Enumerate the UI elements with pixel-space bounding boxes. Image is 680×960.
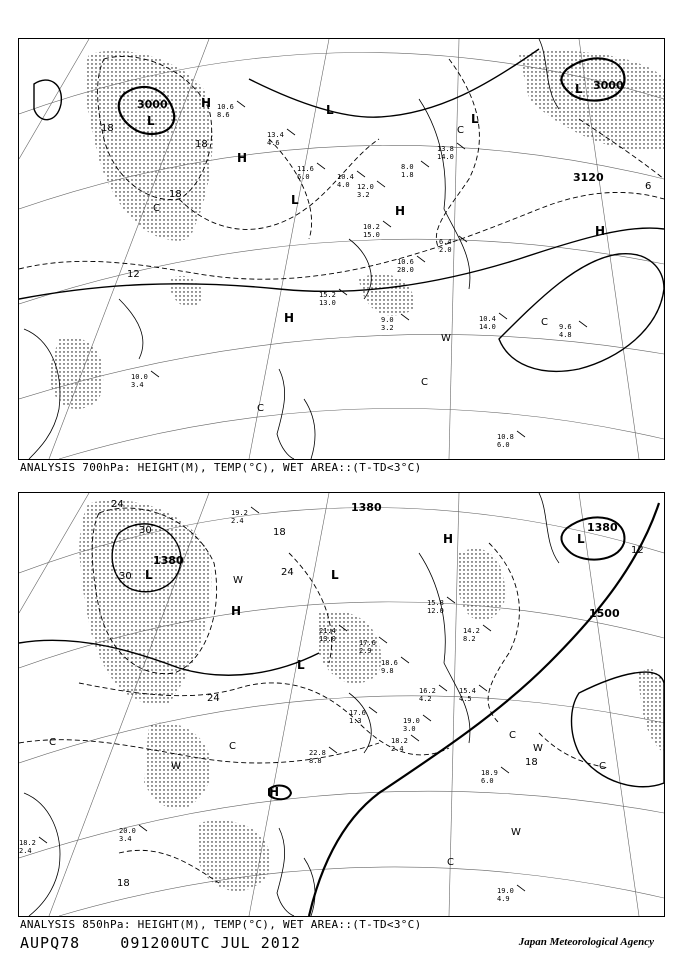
station-plot: [217, 101, 245, 119]
center-marker: H: [201, 96, 212, 110]
station-plot: [463, 625, 491, 643]
wind-barb: [447, 597, 455, 603]
wind-barb: [339, 289, 347, 295]
center-marker: C: [153, 203, 160, 214]
station-plot: [119, 825, 147, 843]
wind-barb: [39, 837, 47, 843]
map-panel-700hpa: [18, 38, 665, 460]
station-temp: 9.0: [381, 316, 394, 324]
temp-label: 6: [645, 181, 652, 192]
center-marker: L: [147, 114, 155, 128]
center-marker: C: [49, 737, 56, 748]
station-dewpoint-depression: 6.0: [481, 777, 494, 785]
wind-barb: [499, 313, 507, 319]
station-temp: 10.4: [337, 173, 354, 181]
station-temp: 8.0: [401, 163, 414, 171]
station-dewpoint-depression: 3.4: [119, 835, 132, 843]
station-dewpoint-depression: 4.0: [337, 181, 350, 189]
station-dewpoint-depression: 12.0: [427, 607, 444, 615]
center-marker: L: [297, 658, 305, 672]
wind-barb: [317, 163, 325, 169]
contour-label: 1500: [589, 607, 620, 620]
station-temp: 13.8: [437, 145, 454, 153]
wind-barb: [421, 161, 429, 167]
station-temp: 12.0: [357, 183, 374, 191]
station-dewpoint-depression: 3.2: [381, 324, 394, 332]
wind-barb: [423, 715, 431, 721]
wind-barb: [237, 101, 245, 107]
temp-label: 18: [525, 757, 538, 768]
station-temp: 10.2: [363, 223, 380, 231]
station-temp: 19.0: [403, 717, 420, 725]
wind-barb: [377, 181, 385, 187]
station-dewpoint-depression: 8.6: [217, 111, 230, 119]
station-plot: [297, 163, 325, 181]
center-marker: L: [145, 568, 153, 582]
station-plot: [419, 685, 447, 703]
station-dewpoint-depression: 14.0: [479, 323, 496, 331]
center-marker: C: [541, 317, 548, 328]
temp-label: 12: [631, 545, 644, 556]
station-plot: [391, 735, 419, 753]
station-temp: 18.9: [481, 769, 498, 777]
station-dewpoint-depression: 3.2: [357, 191, 370, 199]
station-plot: [309, 747, 337, 765]
station-plot: [381, 657, 409, 675]
station-dewpoint-depression: 4.6: [267, 139, 280, 147]
station-dewpoint-depression: 28.0: [397, 266, 414, 274]
center-marker: C: [599, 761, 606, 772]
station-plot: [559, 321, 587, 339]
wind-barb: [517, 885, 525, 891]
wind-barb: [501, 767, 509, 773]
contour-label: 1380: [587, 521, 618, 534]
wind-barb: [287, 129, 295, 135]
station-plot: [479, 313, 507, 331]
station-dewpoint-depression: 14.0: [437, 153, 454, 161]
station-temp: 10.0: [131, 373, 148, 381]
station-temp: 9.6: [559, 323, 572, 331]
chart-850hpa: [19, 493, 664, 916]
temp-label: 30: [119, 571, 132, 582]
wind-barb: [401, 657, 409, 663]
caption-850hpa: ANALYSIS 850hPa: HEIGHT(M), TEMP(°C), WET AREA::(T-TD<3°C): [20, 918, 422, 931]
wind-barb: [457, 143, 465, 149]
temp-label: 18: [273, 527, 286, 538]
station-dewpoint-depression: 4.9: [497, 895, 510, 903]
wind-barb: [483, 625, 491, 631]
center-marker: H: [237, 151, 248, 165]
temp-label: 30: [139, 525, 152, 536]
station-dewpoint-depression: 2.4: [19, 847, 32, 855]
station-plot: [267, 129, 295, 147]
center-marker: L: [291, 193, 299, 207]
center-marker: H: [595, 224, 606, 238]
center-marker: W: [533, 743, 543, 754]
station-dewpoint-depression: 13.0: [319, 299, 336, 307]
wind-barb: [369, 707, 377, 713]
station-temp: 10.4: [479, 315, 496, 323]
center-marker: L: [471, 112, 479, 126]
station-temp: 15.8: [427, 599, 444, 607]
station-plot: [403, 715, 431, 733]
station-temp: 19.2: [231, 509, 248, 517]
station-plot: [319, 289, 347, 307]
wind-barb: [417, 256, 425, 262]
station-temp: 6.4: [439, 238, 452, 246]
wind-barb: [479, 685, 487, 691]
temp-label: 24: [207, 693, 220, 704]
center-marker: C: [509, 730, 516, 741]
station-plot: [481, 767, 509, 785]
station-dewpoint-depression: 13.0: [319, 635, 336, 643]
station-temp: 18.2: [391, 737, 408, 745]
contour-label: 3000: [137, 98, 168, 111]
station-temp: 16.2: [419, 687, 436, 695]
station-dewpoint-depression: 9.8: [381, 667, 394, 675]
station-temp: 14.2: [463, 627, 480, 635]
station-dewpoint-depression: 6.0: [497, 441, 510, 449]
center-marker: W: [441, 333, 451, 344]
station-temp: 17.6: [359, 639, 376, 647]
center-marker: C: [421, 377, 428, 388]
station-dewpoint-depression: 2.4: [391, 745, 404, 753]
station-temp: 18.6: [381, 659, 398, 667]
station-dewpoint-depression: 3.4: [131, 381, 144, 389]
center-marker: L: [577, 532, 585, 546]
contour-label: 1380: [153, 554, 184, 567]
station-plot: [357, 181, 385, 199]
station-plot: [381, 314, 409, 332]
temp-label: 24: [111, 499, 124, 510]
temp-label: 18: [169, 189, 182, 200]
temp-label: 18: [117, 878, 130, 889]
center-marker: W: [171, 761, 181, 772]
station-temp: 10.6: [397, 258, 414, 266]
wind-barb: [139, 825, 147, 831]
station-temp: 11.6: [297, 165, 314, 173]
wind-barb: [329, 747, 337, 753]
station-dewpoint-depression: 2.0: [439, 246, 452, 254]
station-temp: 15.2: [319, 291, 336, 299]
center-marker: H: [231, 604, 242, 618]
station-temp: 13.4: [267, 131, 284, 139]
contour-label: 1380: [351, 501, 382, 514]
station-dewpoint-depression: 4.2: [419, 695, 432, 703]
center-marker: H: [443, 532, 454, 546]
station-dewpoint-depression: 8.2: [463, 635, 476, 643]
pressure-centers-700: [147, 82, 605, 414]
station-dewpoint-depression: 6.0: [297, 173, 310, 181]
center-marker: W: [511, 827, 521, 838]
wind-barb: [357, 171, 365, 177]
center-marker: L: [575, 82, 583, 96]
center-marker: W: [233, 575, 243, 586]
station-plot: [459, 685, 487, 703]
station-plot: [231, 507, 259, 525]
station-plot: [19, 837, 47, 855]
temp-label: 12: [127, 269, 140, 280]
center-marker: L: [326, 103, 334, 117]
agency-name: Japan Meteorological Agency: [518, 936, 654, 948]
station-plot: [401, 161, 429, 179]
center-marker: L: [331, 568, 339, 582]
wind-barb: [517, 431, 525, 437]
wind-barb: [411, 735, 419, 741]
temp-label: 18: [101, 123, 114, 134]
station-plot: [439, 236, 467, 254]
center-marker: H: [269, 785, 280, 799]
wind-barb: [383, 221, 391, 227]
map-panel-850hpa: [18, 492, 665, 917]
temp-label: 18: [195, 139, 208, 150]
station-plot: [427, 597, 455, 615]
center-marker: H: [284, 311, 295, 325]
station-dewpoint-depression: 3.0: [403, 725, 416, 733]
station-plot: [497, 431, 525, 449]
station-temp: 10.8: [497, 433, 514, 441]
station-plot: [497, 885, 525, 903]
station-dewpoint-depression: 2.9: [359, 647, 372, 655]
wind-barb: [251, 507, 259, 513]
station-temp: 22.8: [309, 749, 326, 757]
wind-barb: [579, 321, 587, 327]
center-marker: C: [257, 403, 264, 414]
station-dewpoint-depression: 4.5: [459, 695, 472, 703]
station-plot: [437, 143, 465, 161]
wind-barb: [151, 371, 159, 377]
station-dewpoint-depression: 1.3: [349, 717, 362, 725]
station-dewpoint-depression: 2.4: [231, 517, 244, 525]
station-temp: 21.4: [319, 627, 336, 635]
center-marker: C: [229, 741, 236, 752]
contour-label: 3120: [573, 171, 604, 184]
station-temp: 18.2: [19, 839, 36, 847]
station-dewpoint-depression: 4.8: [559, 331, 572, 339]
station-temp: 15.4: [459, 687, 476, 695]
wind-barb: [379, 637, 387, 643]
station-dewpoint-depression: 15.0: [363, 231, 380, 239]
wind-barb: [401, 314, 409, 320]
wind-barb: [439, 685, 447, 691]
station-temp: 17.6: [349, 709, 366, 717]
station-dewpoint-depression: 1.8: [401, 171, 414, 179]
station-plot: [131, 371, 159, 389]
bulletin-header: AUPQ78 091200UTC JUL 2012: [20, 934, 301, 952]
station-temp: 10.6: [217, 103, 234, 111]
station-plot: [363, 221, 391, 239]
temp-label: 24: [281, 567, 294, 578]
station-temp: 20.0: [119, 827, 136, 835]
center-marker: H: [395, 204, 406, 218]
station-dewpoint-depression: 8.8: [309, 757, 322, 765]
station-plot: [397, 256, 425, 274]
contour-label: 3000: [593, 79, 624, 92]
chart-700hpa: [19, 39, 664, 459]
center-marker: C: [447, 857, 454, 868]
center-marker: C: [457, 125, 464, 136]
caption-700hpa: ANALYSIS 700hPa: HEIGHT(M), TEMP(°C), WET AREA::(T-TD<3°C): [20, 461, 422, 474]
station-temp: 19.0: [497, 887, 514, 895]
station-plot: [349, 707, 377, 725]
